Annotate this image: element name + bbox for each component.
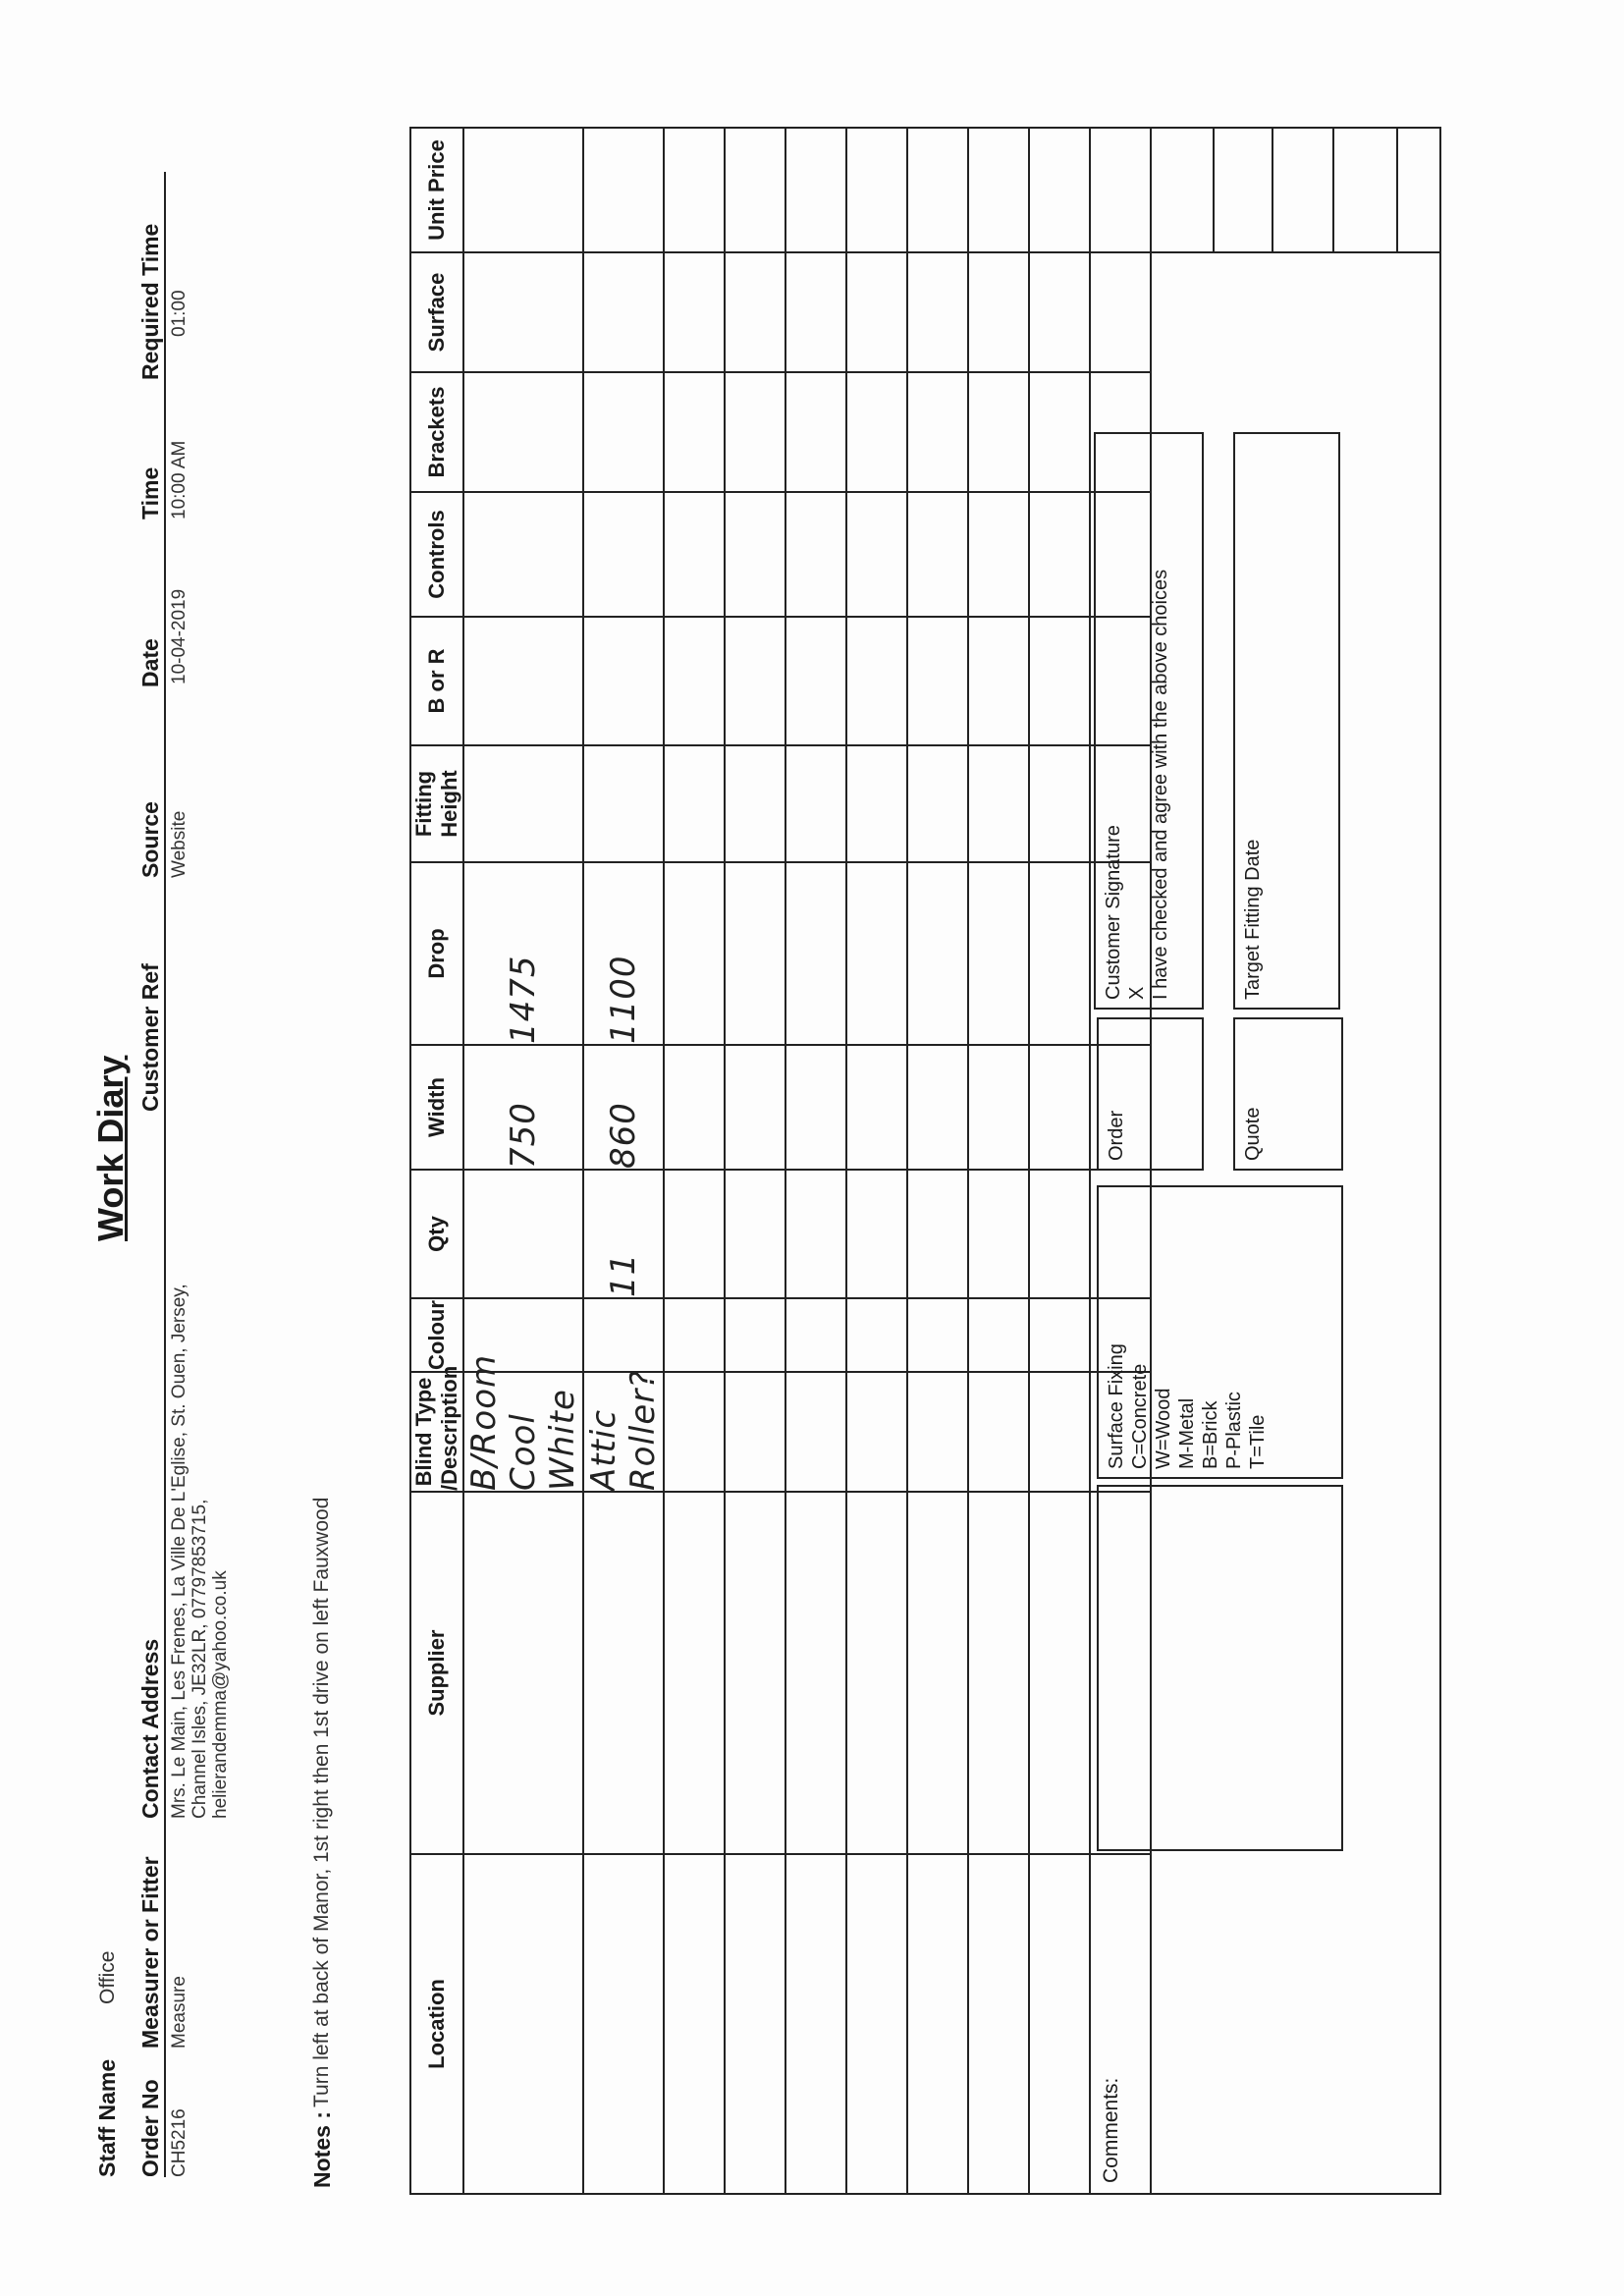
cell-unit-price[interactable] bbox=[664, 128, 725, 252]
cell-width[interactable] bbox=[785, 1045, 846, 1170]
address-line-1: Mrs. Le Main, Les Frenes, La Ville De L'Eglise, St. Ouen, Jersey, bbox=[169, 1284, 189, 1819]
cell-surface[interactable] bbox=[968, 252, 1029, 372]
customer-signature-box[interactable] bbox=[1094, 432, 1204, 1010]
cell-drop[interactable] bbox=[907, 862, 968, 1045]
table-row bbox=[463, 128, 583, 2194]
cell-unit-price[interactable] bbox=[583, 128, 664, 252]
column-header-colour: Colour bbox=[410, 1298, 463, 1372]
table-row bbox=[968, 128, 1029, 2194]
cell-drop[interactable] bbox=[725, 862, 785, 1045]
cell-supplier[interactable] bbox=[907, 1492, 968, 1854]
table-header-row bbox=[410, 128, 463, 2194]
signature-mark: X bbox=[1126, 986, 1148, 1000]
measurer-label: Measurer or Fitter bbox=[137, 1856, 163, 2049]
cell-surface[interactable] bbox=[1029, 252, 1090, 372]
table-row bbox=[664, 128, 725, 2194]
cell-fitting-height[interactable] bbox=[846, 745, 907, 862]
column-header-width: Width bbox=[410, 1045, 463, 1170]
cell-surface[interactable] bbox=[725, 252, 785, 372]
address-line-3: helierandemma@yahoo.co.uk bbox=[210, 1570, 231, 1819]
cell-drop[interactable]: 1475 bbox=[463, 862, 583, 1045]
cell-drop[interactable] bbox=[664, 862, 725, 1045]
column-header-qty: Qty bbox=[410, 1170, 463, 1298]
cell-controls[interactable] bbox=[583, 492, 664, 617]
cell-controls[interactable] bbox=[846, 492, 907, 617]
cell-surface[interactable] bbox=[1090, 252, 1151, 372]
column-header-blind-type-description: Blind Type /Description bbox=[411, 1365, 461, 1491]
unit-price-total-cell[interactable] bbox=[1214, 128, 1272, 252]
cell-supplier[interactable] bbox=[664, 1492, 725, 1854]
cell-drop[interactable] bbox=[846, 862, 907, 1045]
column-header-b-or-r: B or R bbox=[410, 617, 463, 745]
cell-fitting-height[interactable] bbox=[725, 745, 785, 862]
cell-blind-type-description[interactable]: B/Room Cool White bbox=[464, 1353, 582, 1491]
source-value: Website bbox=[169, 810, 189, 878]
cell-supplier[interactable] bbox=[785, 1492, 846, 1854]
cell-b-or-r[interactable] bbox=[907, 617, 968, 745]
cell-brackets[interactable] bbox=[1029, 372, 1090, 492]
order-label: Order bbox=[1106, 1110, 1127, 1161]
cell-controls[interactable] bbox=[785, 492, 846, 617]
unit-price-total-cell[interactable] bbox=[1272, 128, 1333, 252]
surface-wood: W=Wood bbox=[1153, 1388, 1174, 1469]
cell-qty[interactable] bbox=[1029, 1170, 1090, 1298]
cell-fitting-height[interactable] bbox=[583, 745, 664, 862]
table-row bbox=[1029, 128, 1090, 2194]
cell-blind-type-description[interactable] bbox=[1029, 1372, 1090, 1492]
time-value: 10:00 AM bbox=[169, 440, 189, 519]
cell-qty[interactable] bbox=[968, 1170, 1029, 1298]
required-time-value: 01:00 bbox=[169, 290, 189, 337]
comments-label: Comments: bbox=[1100, 2077, 1122, 2183]
surface-plastic: P-Plastic bbox=[1223, 1392, 1245, 1469]
measurer-value: Measure bbox=[169, 1976, 189, 2049]
cell-fitting-height[interactable] bbox=[1029, 745, 1090, 862]
cell-blind-type-description[interactable] bbox=[725, 1372, 785, 1492]
quote-label: Quote bbox=[1242, 1107, 1264, 1161]
cell-colour[interactable] bbox=[785, 1298, 846, 1372]
notes-label: Notes : bbox=[309, 2111, 335, 2188]
staff-name-value: Office bbox=[96, 1950, 119, 2004]
table-row bbox=[725, 128, 785, 2194]
cell-b-or-r[interactable] bbox=[1029, 617, 1090, 745]
cell-drop[interactable] bbox=[785, 862, 846, 1045]
table-row bbox=[846, 128, 907, 2194]
cell-colour[interactable] bbox=[664, 1298, 725, 1372]
cell-location[interactable] bbox=[1029, 1854, 1090, 2194]
cell-colour[interactable] bbox=[846, 1298, 907, 1372]
contact-address-label: Contact Address bbox=[137, 1638, 163, 1819]
cell-b-or-r[interactable] bbox=[664, 617, 725, 745]
column-header-surface: Surface bbox=[410, 252, 463, 372]
cell-supplier[interactable] bbox=[583, 1492, 664, 1854]
cell-surface[interactable] bbox=[846, 252, 907, 372]
cell-brackets[interactable] bbox=[725, 372, 785, 492]
table-row bbox=[583, 128, 664, 2194]
cell-blind-type-description[interactable] bbox=[907, 1372, 968, 1492]
source-label: Source bbox=[137, 801, 163, 878]
surface-concrete: C=Concrete bbox=[1129, 1363, 1151, 1469]
cell-blind-type-description[interactable] bbox=[785, 1372, 846, 1492]
cell-fitting-height[interactable] bbox=[463, 745, 583, 862]
cell-b-or-r[interactable] bbox=[463, 617, 583, 745]
cell-controls[interactable] bbox=[968, 492, 1029, 617]
unit-price-total-cell[interactable] bbox=[1397, 128, 1440, 252]
time-label: Time bbox=[137, 466, 163, 519]
quote-box[interactable] bbox=[1233, 1017, 1343, 1171]
cell-surface[interactable] bbox=[785, 252, 846, 372]
cell-controls[interactable] bbox=[664, 492, 725, 617]
cell-width[interactable]: 860 bbox=[583, 1045, 664, 1170]
date-value: 10-04-2019 bbox=[169, 588, 189, 684]
customer-ref-label: Customer Ref bbox=[137, 963, 163, 1112]
unit-price-total-cell[interactable] bbox=[1333, 128, 1397, 252]
cell-supplier[interactable] bbox=[725, 1492, 785, 1854]
cell-unit-price[interactable] bbox=[1090, 128, 1151, 252]
cell-width[interactable] bbox=[846, 1045, 907, 1170]
cell-fitting-height[interactable] bbox=[968, 745, 1029, 862]
cell-location[interactable] bbox=[664, 1854, 725, 2194]
cell-blind-type-description[interactable] bbox=[846, 1372, 907, 1492]
cell-brackets[interactable] bbox=[664, 372, 725, 492]
cell-b-or-r[interactable] bbox=[725, 617, 785, 745]
cell-width[interactable]: 750 bbox=[463, 1045, 583, 1170]
column-header-location: Location bbox=[410, 1854, 463, 2194]
cell-supplier[interactable] bbox=[1029, 1492, 1090, 1854]
cell-qty[interactable] bbox=[463, 1170, 583, 1298]
column-header-controls: Controls bbox=[410, 492, 463, 617]
cell-unit-price[interactable] bbox=[907, 128, 968, 252]
cell-location[interactable] bbox=[463, 1854, 583, 2194]
cell-surface[interactable] bbox=[664, 252, 725, 372]
target-fitting-date-label: Target Fitting Date bbox=[1242, 839, 1264, 1000]
cell-blind-type-description[interactable] bbox=[968, 1372, 1029, 1492]
signature-label: Customer Signature bbox=[1103, 825, 1124, 1000]
order-no-value: CH5216 bbox=[169, 2108, 189, 2177]
cell-b-or-r[interactable] bbox=[583, 617, 664, 745]
column-header-drop: Drop bbox=[410, 862, 463, 1045]
cell-b-or-r[interactable] bbox=[846, 617, 907, 745]
cell-qty[interactable] bbox=[785, 1170, 846, 1298]
cell-location[interactable] bbox=[785, 1854, 846, 2194]
page-title: Work Diary bbox=[90, 1055, 131, 1241]
cell-location[interactable] bbox=[968, 1854, 1029, 2194]
cell-surface[interactable] bbox=[583, 252, 664, 372]
cell-width[interactable] bbox=[664, 1045, 725, 1170]
column-header-brackets: Brackets bbox=[410, 372, 463, 492]
cell-width[interactable] bbox=[725, 1045, 785, 1170]
surface-brick: B=Brick bbox=[1200, 1400, 1221, 1469]
unit-price-total-cell[interactable] bbox=[1151, 128, 1214, 252]
cell-qty[interactable] bbox=[664, 1170, 725, 1298]
cell-fitting-height[interactable] bbox=[907, 745, 968, 862]
cell-qty[interactable] bbox=[725, 1170, 785, 1298]
cell-unit-price[interactable] bbox=[463, 128, 583, 252]
cell-brackets[interactable] bbox=[907, 372, 968, 492]
cell-unit-price[interactable] bbox=[785, 128, 846, 252]
cell-surface[interactable] bbox=[463, 252, 583, 372]
cell-brackets[interactable] bbox=[463, 372, 583, 492]
cell-colour[interactable] bbox=[907, 1298, 968, 1372]
cell-b-or-r[interactable] bbox=[968, 617, 1029, 745]
cell-brackets[interactable] bbox=[968, 372, 1029, 492]
surface-fixing-title: Surface Fixing bbox=[1106, 1343, 1127, 1469]
cell-blind-type-description[interactable] bbox=[664, 1372, 725, 1492]
cell-brackets[interactable] bbox=[846, 372, 907, 492]
cell-location[interactable] bbox=[846, 1854, 907, 2194]
header-underline bbox=[164, 172, 166, 2177]
cell-controls[interactable] bbox=[725, 492, 785, 617]
required-time-label: Required Time bbox=[137, 223, 163, 380]
address-line-2: Channel Isles, JE32LR, 07797853715, bbox=[189, 1499, 210, 1819]
target-fitting-date-box[interactable] bbox=[1233, 432, 1340, 1010]
cell-colour[interactable] bbox=[1029, 1298, 1090, 1372]
staff-name-label: Staff Name bbox=[94, 2058, 120, 2177]
cell-brackets[interactable] bbox=[785, 372, 846, 492]
cell-colour[interactable] bbox=[583, 1298, 664, 1372]
cell-qty[interactable] bbox=[907, 1170, 968, 1298]
table-row bbox=[907, 128, 968, 2194]
column-header-supplier: Supplier bbox=[410, 1492, 463, 1854]
cell-unit-price[interactable] bbox=[846, 128, 907, 252]
cell-fitting-height[interactable] bbox=[664, 745, 725, 862]
cell-supplier[interactable] bbox=[968, 1492, 1029, 1854]
column-header-fitting-height: Fitting Height bbox=[410, 745, 463, 862]
order-no-label: Order No bbox=[137, 2079, 163, 2177]
cell-blind-type-description[interactable]: Attic Roller? bbox=[584, 1369, 663, 1491]
cell-location[interactable] bbox=[583, 1854, 664, 2194]
comments-box[interactable] bbox=[1097, 1485, 1343, 1851]
column-header-unit-price: Unit Price bbox=[410, 128, 463, 252]
cell-drop[interactable]: 1100 bbox=[583, 862, 664, 1045]
surface-metal: M-Metal bbox=[1176, 1397, 1198, 1469]
cell-controls[interactable] bbox=[463, 492, 583, 617]
notes-value: Turn left at back of Manor, 1st right then 1st drive on left Fauxwood bbox=[310, 1497, 333, 2107]
cell-width[interactable] bbox=[1029, 1045, 1090, 1170]
cell-unit-price[interactable] bbox=[1029, 128, 1090, 252]
cell-supplier[interactable] bbox=[463, 1492, 583, 1854]
cell-fitting-height[interactable] bbox=[785, 745, 846, 862]
date-label: Date bbox=[137, 638, 163, 687]
surface-tile: T=Tile bbox=[1247, 1414, 1269, 1469]
cell-colour[interactable] bbox=[968, 1298, 1029, 1372]
cell-location[interactable] bbox=[907, 1854, 968, 2194]
cell-qty[interactable]: 11 bbox=[583, 1170, 664, 1298]
cell-brackets[interactable] bbox=[583, 372, 664, 492]
cell-drop[interactable] bbox=[968, 862, 1029, 1045]
cell-unit-price[interactable] bbox=[968, 128, 1029, 252]
cell-qty[interactable] bbox=[846, 1170, 907, 1298]
cell-colour[interactable] bbox=[725, 1298, 785, 1372]
cell-surface[interactable] bbox=[907, 252, 968, 372]
cell-b-or-r[interactable] bbox=[785, 617, 846, 745]
surface-fixing-legend bbox=[1097, 1185, 1343, 1479]
order-box[interactable] bbox=[1097, 1017, 1204, 1171]
cell-unit-price[interactable] bbox=[725, 128, 785, 252]
cell-controls[interactable] bbox=[1029, 492, 1090, 617]
cell-drop[interactable] bbox=[1029, 862, 1090, 1045]
signature-agreement: I have checked and agree with the above choices bbox=[1150, 569, 1171, 1000]
cell-supplier[interactable] bbox=[846, 1492, 907, 1854]
cell-controls[interactable] bbox=[907, 492, 968, 617]
table-row bbox=[785, 128, 846, 2194]
cell-width[interactable] bbox=[968, 1045, 1029, 1170]
cell-width[interactable] bbox=[907, 1045, 968, 1170]
cell-location[interactable] bbox=[725, 1854, 785, 2194]
